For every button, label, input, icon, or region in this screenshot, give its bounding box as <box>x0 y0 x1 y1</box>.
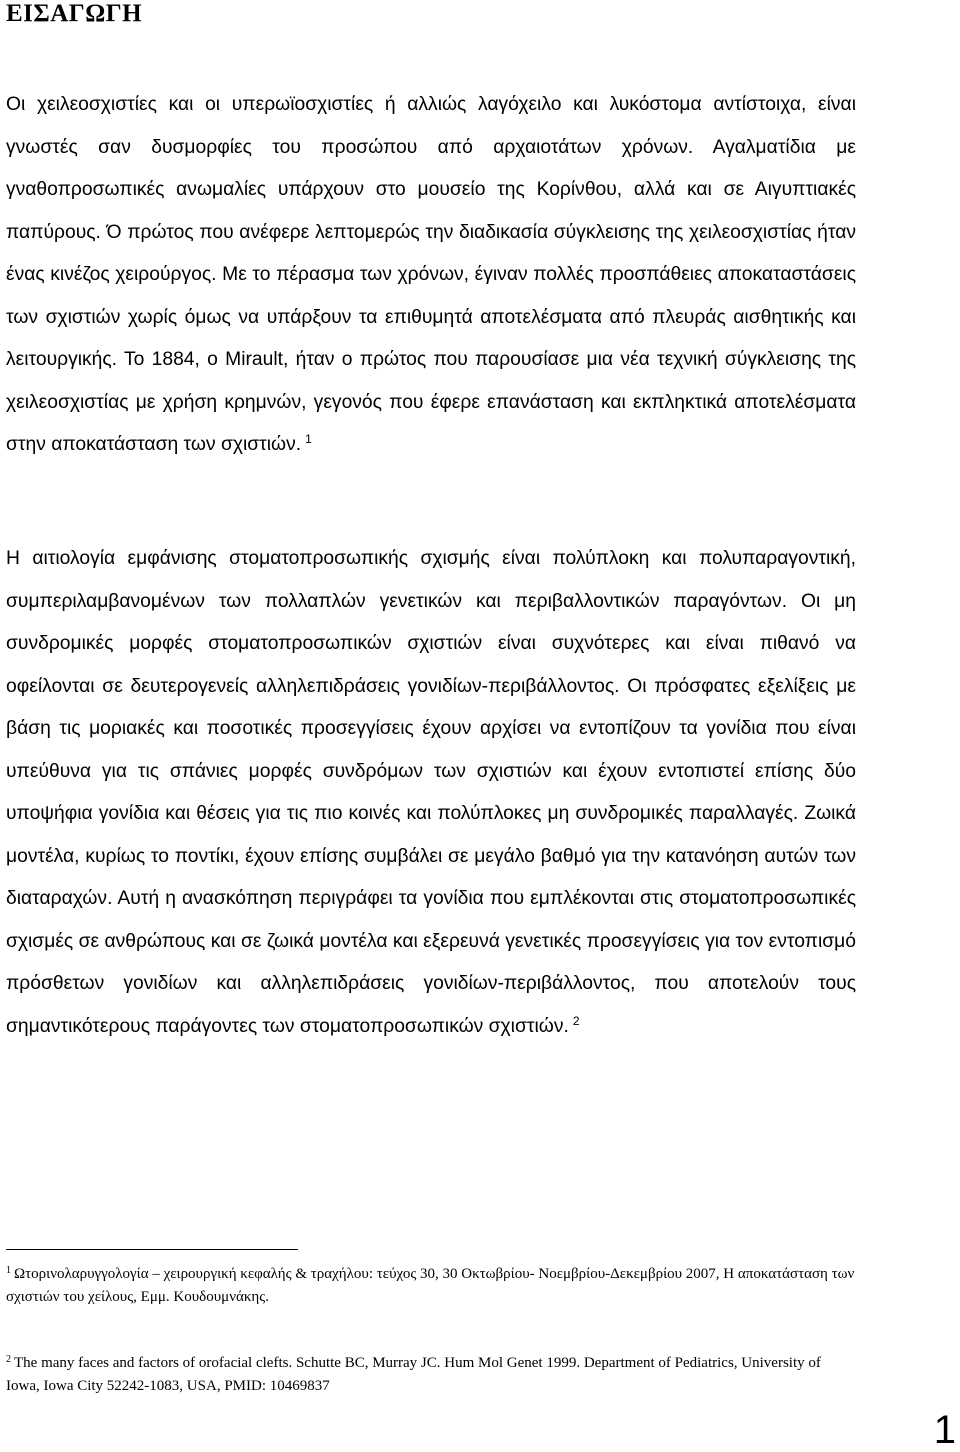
paragraph-introduction <box>6 84 856 467</box>
footnote-text: Ωτορινολαρυγγολογία – χειρουργική κεφαλής & τραχήλου: τεύχος 30, 30 Οκτωβρίου- Νοεμβρίου-Δεκεμβρίου 2007, Η αποκατάσταση των σχιστιών του χείλους, Εμμ. Κουδουμνάκης. <box>6 1266 855 1305</box>
footnote <box>6 1352 856 1397</box>
footnote-reference: 1 <box>305 432 312 446</box>
footnote <box>6 1263 856 1308</box>
footnote-reference: 2 <box>572 1013 580 1028</box>
paragraph-etiology <box>6 538 856 1048</box>
page-number: 1 <box>933 1408 956 1452</box>
paragraph-text: Οι χειλεοσχιστίες και οι υπερωϊοσχιστίες ή αλλιώς λαγόχειλο και λυκόστομα αντίστοιχα, είναι γνωστές σαν δυσμορφίες του προσώπου από αρχαιοτάτων χρόνων. Αγαλματίδια με γναθοπροσωπικές ανωμαλίες υπάρχουν στο μουσείο της Κορίνθου, αλλά και σε Αιγυπτιακές παπύρους. Ό πρώτος που ανέφερε λεπτομερώς την διαδικασία σύγκλεισης της χειλεοσχιστίας ήταν ένας κινέζος χειρούργος. Με το πέρασμα των χρόνων, έγιναν πολλές προσπάθειες αποκαταστάσεις των σχιστιών χωρίς όμως να υπάρξουν τα επιθυμητά αποτελέσματα από πλευράς αισθητικής και λειτουργικής. Το 1884, ο Mirault, ήταν ο πρώτος που παρουσίασε μια νέα τεχνική σύγκλεισης της χειλεοσχιστίας με χρήση κρημνών, γεγονός που έφερε επανάσταση και εκπληκτικά αποτελέσματα στην αποκατάσταση των σχιστιών. <box>6 94 856 455</box>
footnote-number: 2 <box>6 1354 11 1365</box>
footnote-number: 1 <box>6 1265 11 1276</box>
footnote-separator <box>6 1249 298 1250</box>
footnote-text: The many faces and factors of orofacial clefts. Schutte BC, Murray JC. Hum Mol Genet 1999. Department of Pediatrics, University of Iowa, Iowa City 52242-1083, USA, PMID: 10469837 <box>6 1355 821 1394</box>
section-heading: ΕΙΣΑΓΩΓΗ <box>6 0 143 27</box>
paragraph-text: Η αιτιολογία εμφάνισης στοματοπροσωπικής σχισμής είναι πολύπλοκη και πολυπαραγοντική, συμπεριλαμβανομένων των πολλαπλών γενετικών και περιβαλλοντικών παραγόντων. Οι μη συνδρομικές μορφές στοματοπροσωπικών σχιστιών είναι συχνότερες και είναι πιθανό να οφείλονται σε δευτερογενείς αλληλεπιδράσεις γονιδίων-περιβάλλοντος. Οι πρόσφατες εξελίξεις με βάση τις μοριακές και ποσοτικές προσεγγίσεις έχουν αρχίσει να εντοπίζουν τα γονίδια που είναι υπεύθυνα για τις σπάνιες μορφές συνδρόμων των σχιστιών και έχουν εντοπιστεί επίσης δύο υποψήφια γονίδια και θέσεις για τις πιο κοινές και πολύπλοκες μη συνδρομικές παραλλαγές. Ζωικά μοντέλα, κυρίως το ποντίκι, έχουν επίσης συμβάλει σε μεγάλο βαθμό για την κατανόηση αυτών των διαταραχών. Αυτή η ανασκόπηση περιγράφει τα γονίδια που εμπλέκονται στις στοματοπροσωπικές σχισμές σε ανθρώπους και σε ζωικά μοντέλα και εξερευνά γενετικές προσεγγίσεις για τον εντοπισμό πρόσθετων γονιδίων και αλληλεπιδράσεις γονιδίων-περιβάλλοντος, που αποτελούν τους σημαντικότερους παράγοντες των στοματοπροσωπικών σχιστιών. <box>6 548 856 1037</box>
